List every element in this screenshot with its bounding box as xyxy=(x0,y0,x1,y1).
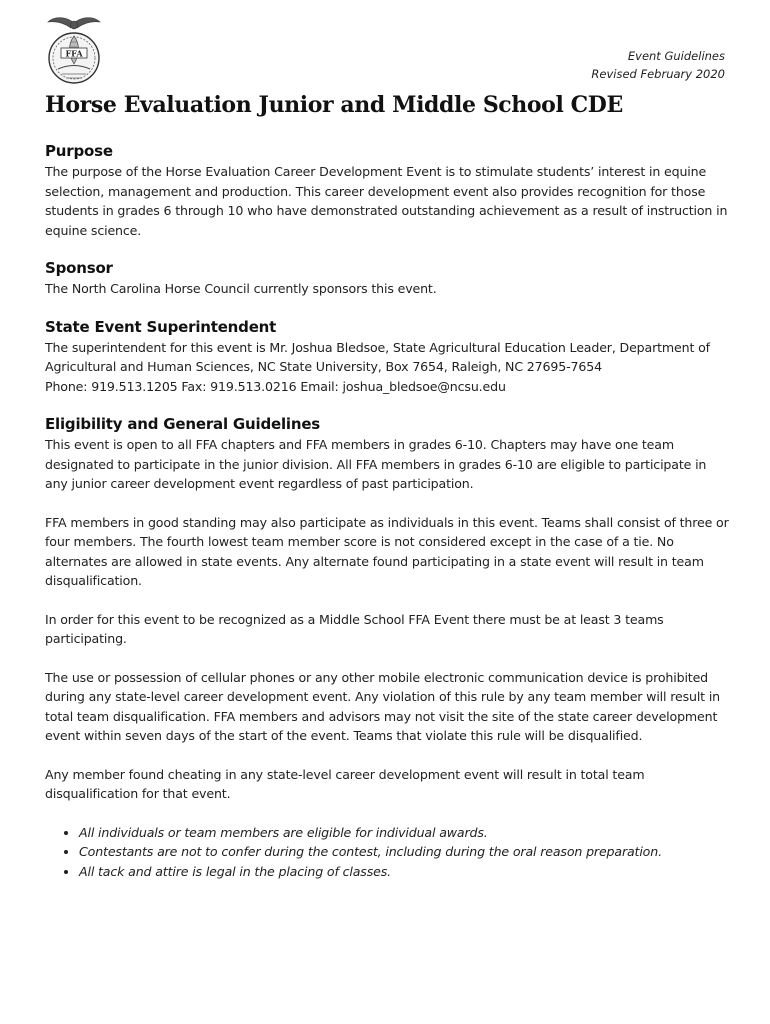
rules-list xyxy=(45,823,730,882)
eligibility-heading: Eligibility and General Guidelines xyxy=(45,415,321,433)
sponsor-heading: Sponsor xyxy=(45,259,113,277)
superintendent-text xyxy=(45,338,730,397)
logo-wordmark: FFA xyxy=(65,48,83,59)
section-sponsor xyxy=(45,259,730,299)
list-item: • All individuals or team members are eligible for individual awards. xyxy=(79,823,730,843)
meta-event-guidelines: Event Guidelines xyxy=(627,49,725,63)
superintendent-details: The superintendent for this event is Mr. Joshua Bledsoe, State Agricultural Education Leader, Department of Agricultural and Human Sciences, NC State University, Box 7654, Raleigh, NC 27695-7654 xyxy=(45,339,710,374)
section-superintendent xyxy=(45,318,730,397)
purpose-text: The purpose of the Horse Evaluation Career Development Event is to stimulate students’ interest in equine selection, management and production. This career development event also provides recognition for those students in grades 6 through 10 who have demonstrated outstanding achievement as a result of instruction in equine science. xyxy=(45,164,728,238)
eligibility-paragraph-4: The use or possession of cellular phones or any other mobile electronic communication device is prohibited during any state-level career development event. Any violation of this rule by any team member will result in total team disqualification. FFA members and advisors may not visit the site of the state career development event within seven days of the start of the event. Teams that violate this rule will be disqualified. xyxy=(45,669,720,743)
meta-revised-date: Revised February 2020 xyxy=(591,67,725,81)
ffa-emblem-logo xyxy=(44,14,104,88)
list-item: • All tack and attire is legal in the placing of classes. xyxy=(79,862,730,882)
eagle-icon xyxy=(48,18,100,29)
eligibility-paragraph-1: This event is open to all FFA chapters and FFA members in grades 6-10. Chapters may have one team designated to participate in the junior division. All FFA members in grades 6-10 are eligible to participate in any junior career development event regardless of past participation. xyxy=(45,437,707,491)
page-title: Horse Evaluation Junior and Middle School CDE xyxy=(45,92,623,118)
purpose-heading: Purpose xyxy=(45,142,113,160)
eligibility-paragraph-5: Any member found cheating in any state-level career development event will result in total team disqualification for that event. xyxy=(45,766,645,801)
sponsor-text: The North Carolina Horse Council currently sponsors this event. xyxy=(45,281,437,296)
superintendent-heading: State Event Superintendent xyxy=(45,317,277,336)
document-meta xyxy=(591,47,725,83)
section-eligibility xyxy=(45,415,730,881)
section-purpose xyxy=(45,142,730,240)
eligibility-paragraph-3: In order for this event to be recognized as a Middle School FFA Event there must be at least 3 teams participating. xyxy=(45,611,664,646)
document-body xyxy=(45,142,730,900)
list-item: • Contestants are not to confer during the contest, including during the oral reason preparation. xyxy=(79,842,730,862)
eligibility-paragraph-2: FFA members in good standing may also participate as individuals in this event. Teams shall consist of three or four members. The fourth lowest team member score is not considered except in the case of a tie. No alternates are allowed in state events. Any alternate found participating in a state event will result in team disqualification. xyxy=(45,514,729,588)
superintendent-contact: Phone: 919.513.1205 Fax: 919.513.0216 Email: joshua_bledsoe@ncsu.edu xyxy=(45,378,506,394)
